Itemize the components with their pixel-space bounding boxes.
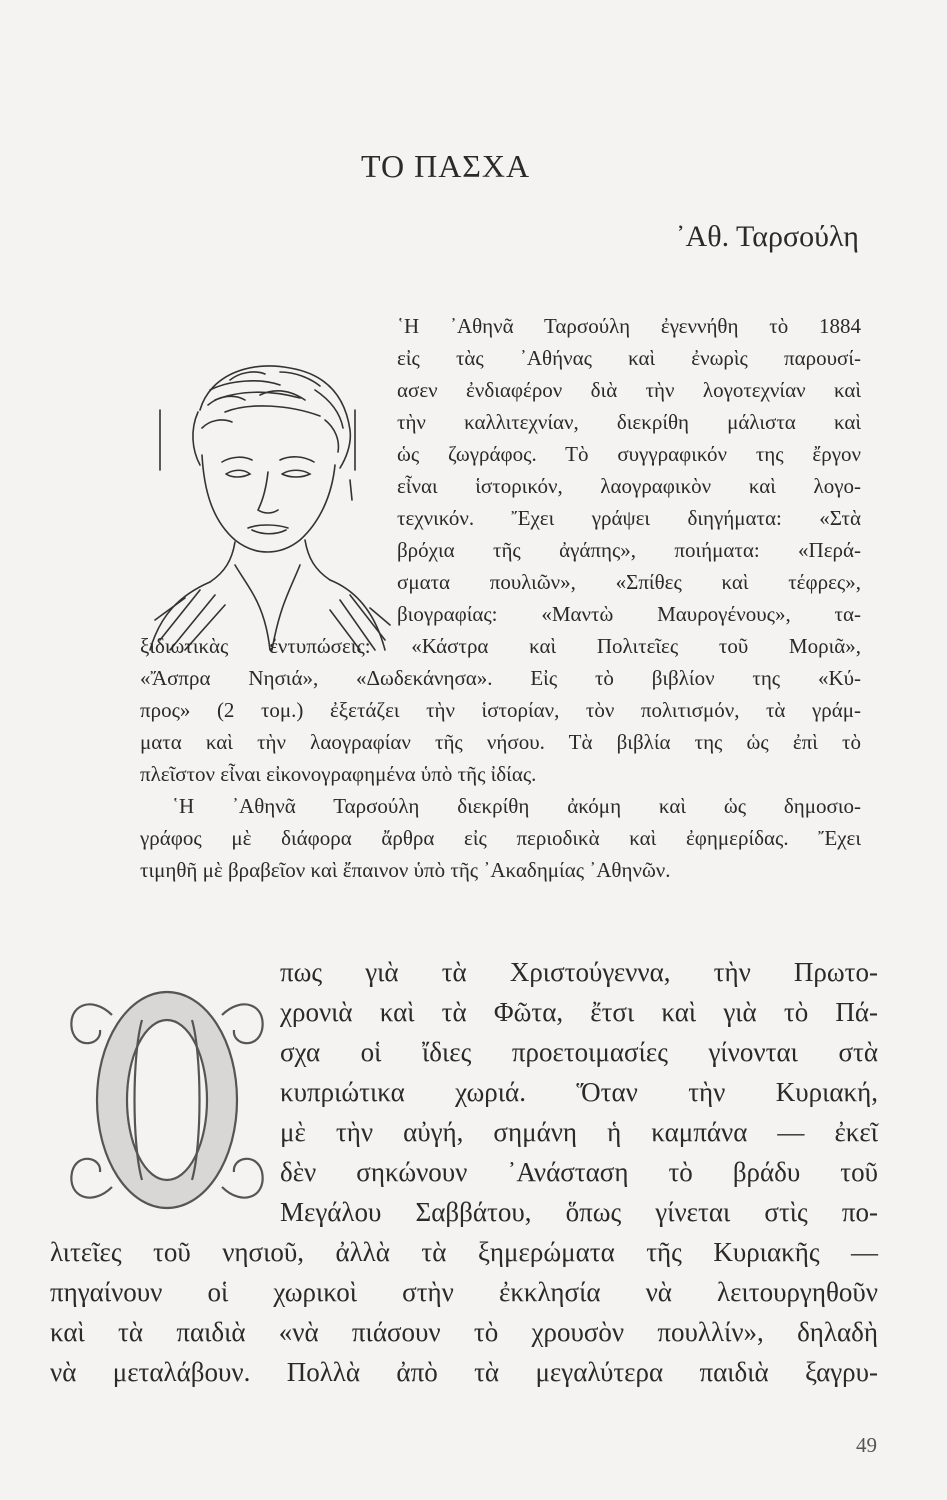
bio-line: «Ἄσπρα Νησιά», «Δωδεκάνησα». Εἰς τὸ βιβλίον της «Κύ- — [140, 666, 861, 690]
body-line: πως γιὰ τὰ Χριστούγεννα, τὴν Πρωτο- — [280, 957, 878, 987]
bio-line: τὴν καλλιτεχνίαν, διεκρίθη μάλιστα καὶ — [397, 410, 861, 434]
bio-line: προς» (2 τομ.) ἐξετάζει τὴν ἱστορίαν, τὸν πολιτισμόν, τὰ γράμ- — [140, 698, 861, 722]
bio-line: σματα πουλιῶν», «Σπίθες καὶ τέφρες», — [397, 570, 861, 594]
bio-line: γράφος μὲ διάφορα ἄρθρα εἰς περιοδικὰ καὶ ἐφημερίδας. Ἔχει — [140, 826, 861, 850]
bio-line: εἶναι ἱστορικόν, λαογραφικὸν καὶ λογο- — [397, 474, 861, 498]
body-line: λιτεῖες τοῦ νησιοῦ, ἀλλὰ τὰ ξημερώματα τῆς Κυριακῆς — — [50, 1237, 878, 1267]
bio-line: ὡς ζωγράφος. Τὸ συγγραφικόν της ἔργον — [397, 442, 861, 466]
ornamental-dropcap — [52, 975, 282, 1220]
author-name: ᾿Αθ. Ταρσούλη — [675, 220, 859, 253]
bio-line: ῾Η ᾿Αθηνᾶ Ταρσούλη διεκρίθη ἀκόμη καὶ ὡς δημοσιο- — [172, 794, 861, 818]
bio-line: ασεν ἐνδιαφέρον διὰ τὴν λογοτεχνίαν καὶ — [397, 378, 861, 402]
dropcap-letter: Ο — [167, 1215, 168, 1216]
body-line: νὰ μεταλάβουν. Πολλὰ ἀπὸ τὰ μεγαλύτερα παιδιὰ ξαγρυ- — [50, 1357, 878, 1387]
body-line: Μεγάλου Σαββάτου, ὅπως γίνεται στὶς πο- — [280, 1197, 878, 1227]
bio-line: ῾Η ᾿Αθηνᾶ Ταρσούλη ἐγεννήθη τὸ 1884 — [397, 314, 861, 338]
body-line: κυπριώτικα χωριά. Ὅταν τὴν Κυριακή, — [280, 1077, 878, 1107]
bio-line: ξιδιωτικὰς ἐντυπώσεις: «Κάστρα καὶ Πολιτεῖες τοῦ Μοριᾶ», — [140, 634, 861, 658]
body-line: μὲ τὴν αὐγή, σημάνη ἡ καμπάνα — ἐκεῖ — [280, 1117, 878, 1147]
body-line: δὲν σηκώνουν ᾿Ανάσταση τὸ βράδυ τοῦ — [280, 1157, 878, 1187]
bio-line: ματα καὶ τὴν λαογραφίαν τῆς νήσου. Τὰ βιβλία της ὡς ἐπὶ τὸ — [140, 730, 861, 754]
bio-line: τιμηθῆ μὲ βραβεῖον καὶ ἔπαινον ὑπὸ τῆς ᾿Ακαδημίας ᾿Αθηνῶν. — [140, 858, 671, 882]
bio-line: βρόχια τῆς ἀγάπης», ποιήματα: «Περά- — [397, 538, 861, 562]
author-portrait-sketch — [140, 350, 395, 660]
bio-line: τεχνικόν. Ἔχει γράψει διηγήματα: «Στὰ — [397, 506, 861, 530]
body-line: σχα οἱ ἴδιες προετοιμασίες γίνονται στὰ — [280, 1037, 878, 1067]
body-line: χρονιὰ καὶ τὰ Φῶτα, ἔτσι καὶ γιὰ τὸ Πά- — [280, 997, 878, 1027]
bio-line: βιογραφίας: «Μαντὼ Μαυρογένους», τα- — [397, 602, 861, 626]
bio-line: εἰς τὰς ᾿Αθήνας καὶ ἐνωρὶς παρουσί- — [397, 346, 861, 370]
body-line: πηγαίνουν οἱ χωρικοὶ στὴν ἐκκλησία νὰ λειτουργηθοῦν — [50, 1277, 878, 1307]
bio-line: πλεῖστον εἶναι εἰκονογραφημένα ὑπὸ τῆς ἰδίας. — [140, 762, 537, 786]
body-line: καὶ τὰ παιδιὰ «νὰ πιάσουν τὸ χρουσὸν πουλλίν», δηλαδὴ — [50, 1317, 878, 1347]
page-number: 49 — [856, 1433, 877, 1457]
page-title: ΤΟ ΠΑΣΧΑ — [361, 148, 531, 184]
